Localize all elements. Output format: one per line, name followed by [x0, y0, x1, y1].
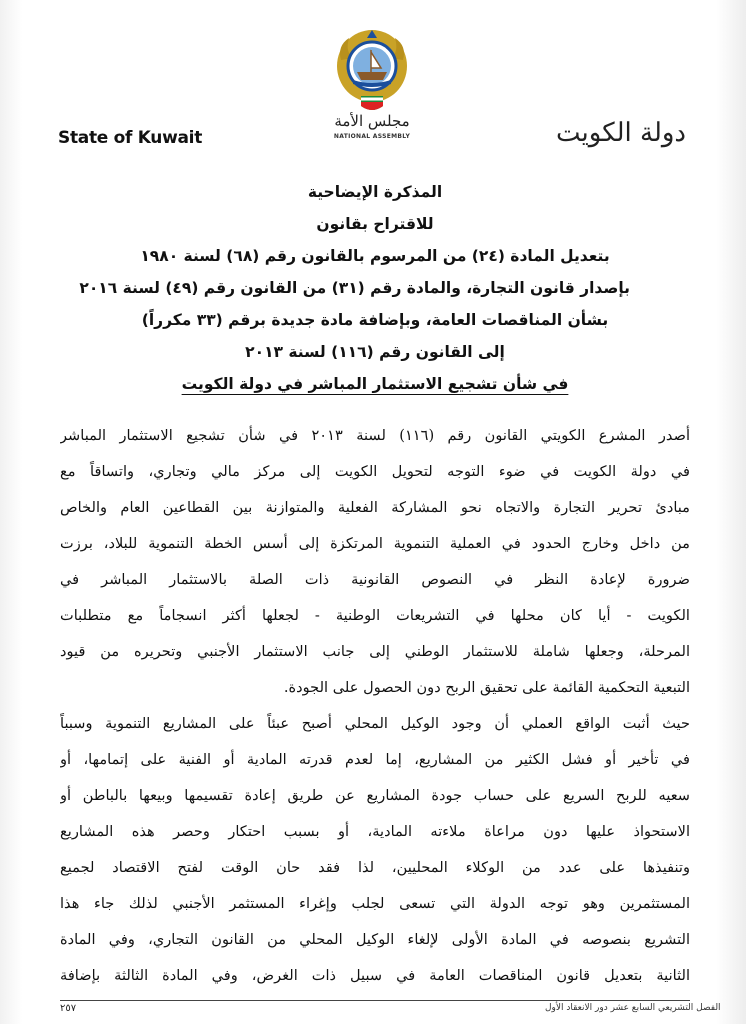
body-line: التشريع بنصوصه في المادة الأولى لإلغاء الوكيل المحلي من القانون التجاري، وفي المادة: [60, 931, 690, 948]
body-line: التبعية التحكمية القائمة على تحقيق الربح دون الحصول على الجودة.: [283, 679, 690, 696]
body-line: سعيه للربح السريع على حساب جودة المشاريع عن طريق إعادة تقسيمها وبيعها بالباطن أو: [60, 787, 690, 804]
heading-line: للاقتراح بقانون: [316, 215, 434, 233]
body-line: مبادئ تحرير التجارة والاتجاه نحو المشاركة الفعلية والمتوازنة بين القطاعين العام والخاص: [60, 499, 690, 516]
heading-line: بشأن المناقصات العامة، وبإضافة مادة جديدة برقم (٣٣ مكرراً): [141, 311, 609, 329]
body-line: من داخل وخارج الحدود في العملية التنموية المرتكزة إلى أسس الخطة التنموية للبلاد، برزت: [60, 535, 690, 552]
body-line: حيث أثبت الواقع العملي أن وجود الوكيل المحلي أصبح عبئاً على المشاريع التنموية وسبباً: [60, 715, 690, 732]
seal-english-text: NATIONAL ASSEMBLY: [333, 133, 411, 140]
page-number: ٢٥٧: [60, 1003, 77, 1014]
footer-session-note: الفصل التشريعي السابع عشر دور الانعقاد الأول: [545, 1003, 721, 1013]
body-line: وتنفيذها على عدد من الوكلاء المحليين، لذا فقد حان الوقت لفتح الاقتصاد لجميع: [60, 859, 690, 876]
body-line: في دولة الكويت في ضوء التوجه لتحويل الكويت إلى مركز مالي وتجاري، واتساقاً مع: [60, 463, 690, 480]
document-headings: [79, 176, 630, 400]
body-line: في تأخير أو فشل الكثير من المشاريع، إما لعدم قدرته المادية أو الفنية على إتمامها، أو: [60, 751, 690, 768]
heading-line: إلى القانون رقم (١١٦) لسنة ٢٠١٣: [245, 343, 505, 361]
body-text: [60, 418, 690, 994]
body-line: الاستحواذ عليها دون مراعاة ملاءته المادية، أو بسبب احتكار وحصر هذه المشاريع: [60, 823, 690, 840]
body-line: ضرورة لإعادة النظر في النصوص القانونية ذات الصلة بالاستثمار المباشر في: [60, 571, 690, 588]
heading-line: بإصدار قانون التجارة، والمادة رقم (٣١) من القانون رقم (٤٩) لسنة ٢٠١٦: [79, 279, 630, 297]
state-name-english: State of Kuwait: [58, 128, 203, 148]
body-line: الكويت - أيا كان محلها في التشريعات الوطنية - لجعلها أكثر انسجاماً مع متطلبات: [60, 607, 690, 624]
heading-line: بتعديل المادة (٢٤) من المرسوم بالقانون رقم (٦٨) لسنة ١٩٨٠: [140, 247, 610, 265]
body-line: المستثمرين وهو توجه الدولة التي تسعى لجلب وإغراء المستثمر الأجنبي لذلك جاء هذا: [60, 895, 690, 912]
state-name-arabic: دولة الكويت: [556, 118, 686, 148]
footer-divider: [60, 1000, 690, 1001]
seal-arabic-text: مجلس الأمة: [334, 112, 410, 130]
body-line: المرحلة، وجعلها شاملة للاستثمار الوطني إلى جانب الاستثمار الأجنبي وتحريره من قيود: [60, 643, 690, 660]
body-line: أصدر المشرع الكويتي القانون رقم (١١٦) لسنة ٢٠١٣ في شأن تشجيع الاستثمار المباشر: [60, 427, 690, 444]
body-line: الثانية بتعديل قانون المناقصات العامة في سبيل ذات الغرض، وفي المادة الثالثة بإضافة: [60, 967, 690, 984]
heading-line-underlined: في شأن تشجيع الاستثمار المباشر في دولة الكويت: [181, 375, 569, 393]
heading-line: المذكرة الإيضاحية: [307, 183, 443, 201]
